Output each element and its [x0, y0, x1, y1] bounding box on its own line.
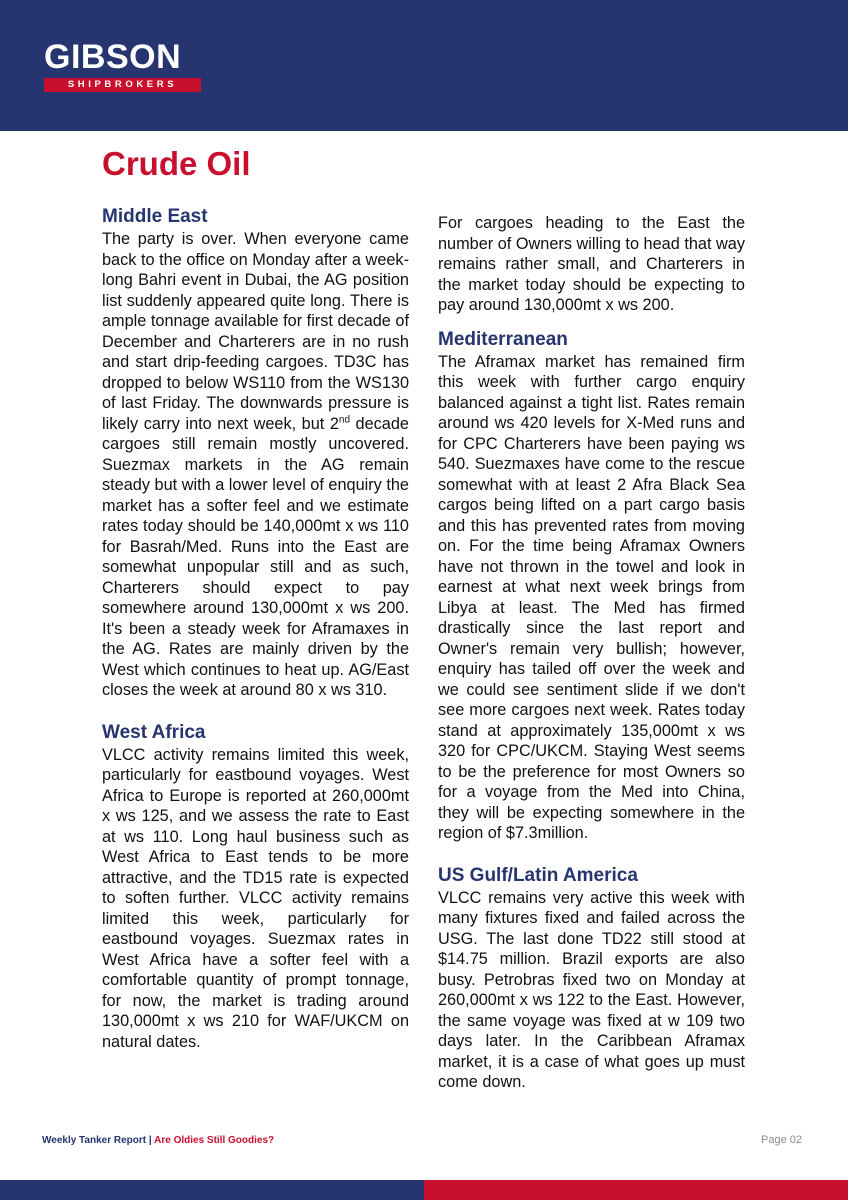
section-heading-us-gulf: US Gulf/Latin America	[438, 864, 638, 886]
left-column	[102, 205, 409, 1072]
right-column	[438, 213, 745, 1113]
middle-east-paragraph: The party is over. When everyone came back to the office on Monday after a week-long Bahri event in Dubai, the AG position list suddenly appeared quite long. There is ample tonnage available for first decade of December and Charterers are in no rush and start drip-feeding cargoes. TD3C has dropped to below WS110 from the WS130 of last Friday. The downwards pressure is likely carry into next week, but 2nd decade cargoes still remain mostly uncovered. Suezmax markets in the AG remain steady but with a lower level of enquiry the market has a softer feel and we estimate rates today should be 140,000mt x ws 110 for Basrah/Med. Runs into the East are somewhat unpopular still and as such, Charterers should expect to pay somewhere around 130,000mt x ws 200. It's been a steady week for Aframaxes in the AG. Rates are mainly driven by the West which continues to heat up. AG/East closes the week at around 80 x ws 310.	[102, 230, 409, 699]
footer-bar-red	[424, 1180, 848, 1200]
header-banner	[0, 0, 848, 131]
us-gulf-paragraph: VLCC remains very active this week with many fixtures fixed and failed across the USG. The last done TD22 still stood at $14.75 million. Brazil exports are also busy. Petrobras fixed two on Monday at 260,000mt x ws 122 to the East. However, the same voyage was fixed at w 109 two days later. In the Caribbean Aframax market, it is a case of what goes up must come down.	[438, 888, 745, 1091]
footer-report-title: Weekly Tanker Report | Are Oldies Still Goodies?	[42, 1135, 275, 1146]
footer-bar-blue	[0, 1180, 424, 1200]
section-heading-mediterranean: Mediterranean	[438, 328, 568, 350]
section-heading-west-africa: West Africa	[102, 721, 206, 743]
logo-subtitle: SHIPBROKERS	[44, 78, 201, 92]
west-africa-paragraph: VLCC activity remains limited this week, particularly for eastbound voyages. West Africa to Europe is reported at 260,000mt x ws 125, and we assess the rate to East at ws 110. Long haul business such as West Africa to East tends to be more attractive, and the TD15 rate is expected to soften further. VLCC activity remains limited this week, particularly for eastbound voyages. Suezmax rates in West Africa have a softer feel with a comfortable quantity of prompt tonnage, for now, the market is trading around 130,000mt x ws 210 for WAF/UKCM on natural dates.	[102, 745, 409, 1051]
section-heading-middle-east: Middle East	[102, 206, 208, 227]
logo-name: GIBSON	[44, 38, 182, 76]
east-cargoes-paragraph: For cargoes heading to the East the number of Owners willing to head that way remains rather small, and Charterers in the market today should be expecting to pay around 130,000mt x ws 200.	[438, 214, 745, 314]
gibson-logo	[44, 38, 201, 92]
page-title: Crude Oil	[102, 145, 251, 182]
page-number: Page 02	[761, 1134, 802, 1146]
mediterranean-paragraph: The Aframax market has remained firm this week with further cargo enquiry balanced against a tight list. Rates remain around ws 420 levels for X-Med runs and for CPC Charterers have been paying ws 540. Suezmaxes have come to the rescue somewhat with at least 2 Afra Black Sea cargos being lifted on a part cargo basis and this has prevented rates from moving on. For the time being Aframax Owners have not thrown in the towel and look in earnest at what next week brings from Libya at least. The Med has firmed drastically since the last report and Owner's remain very bullish; however, enquiry has tailed off over the week and we could see sentiment slide if we don't see more cargoes next week. Rates today stand at approximately 135,000mt x ws 320 for CPC/UKCM. Staying West seems to be the preference for most Owners so for a voyage from the Med into China, they will be expecting somewhere in the region of $7.3million.	[438, 352, 745, 842]
